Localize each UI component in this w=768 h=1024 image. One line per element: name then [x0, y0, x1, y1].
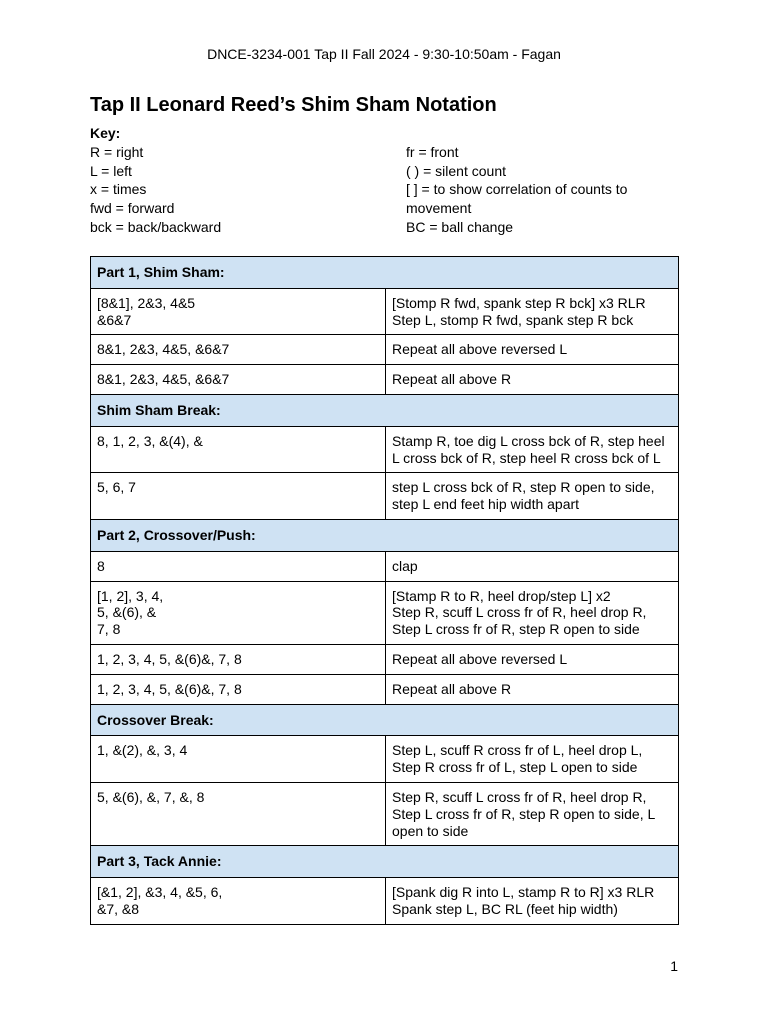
movement-cell: [Stamp R to R, heel drop/step L] x2 Step R, scuff L cross fr of R, heel drop R, Step L cross fr of R, step R open to side: [386, 581, 679, 644]
section-row: [91, 846, 679, 878]
document-title: Tap II Leonard Reed’s Shim Sham Notation: [90, 94, 497, 116]
key-column-right: [406, 143, 656, 237]
key-entry: bck = back/backward: [90, 218, 222, 235]
table-row: [91, 288, 679, 335]
key-heading: Key:: [90, 125, 121, 141]
section-label: Part 1, Shim Sham:: [91, 257, 679, 289]
key-columns: [90, 143, 680, 237]
section-label: Part 3, Tack Annie:: [91, 846, 679, 878]
table-row: [91, 782, 679, 845]
movement-cell: clap: [386, 551, 679, 581]
section-label: Part 2, Crossover/Push:: [91, 519, 679, 551]
section-row: [91, 704, 679, 736]
table-row: [91, 644, 679, 674]
section-label: Shim Sham Break:: [91, 394, 679, 426]
key-entry: ( ) = silent count: [406, 162, 506, 179]
movement-cell: [Stomp R fwd, spank step R bck] x3 RLR Step L, stomp R fwd, spank step R bck: [386, 288, 679, 335]
movement-cell: Repeat all above reversed L: [386, 644, 679, 674]
movement-cell: Step R, scuff L cross fr of R, heel drop R, Step L cross fr of R, step R open to side, L open to side: [386, 782, 679, 845]
key-entry: x = times: [90, 181, 147, 198]
counts-cell: 8: [91, 551, 386, 581]
key-entry: fwd = forward: [90, 200, 175, 217]
table-row: [91, 736, 679, 783]
counts-cell: [&1, 2], &3, 4, &5, 6, &7, &8: [91, 878, 386, 925]
table-row: [91, 335, 679, 365]
key-entry: fr = front: [406, 143, 459, 160]
key-entry: BC = ball change: [406, 218, 514, 235]
table-row: [91, 878, 679, 925]
key-section: [90, 124, 680, 237]
section-row: [91, 257, 679, 289]
page-header: DNCE-3234-001 Tap II Fall 2024 - 9:30-10:50am - Fagan: [207, 46, 561, 62]
table-row: [91, 473, 679, 520]
section-label: Crossover Break:: [91, 704, 679, 736]
counts-cell: 5, 6, 7: [91, 473, 386, 520]
counts-cell: 8&1, 2&3, 4&5, &6&7: [91, 365, 386, 395]
section-row: [91, 394, 679, 426]
counts-cell: 5, &(6), &, 7, &, 8: [91, 782, 386, 845]
counts-cell: [1, 2], 3, 4, 5, &(6), & 7, 8: [91, 581, 386, 644]
movement-cell: Stamp R, toe dig L cross bck of R, step heel L cross bck of R, step heel R cross bck of L: [386, 426, 679, 473]
counts-cell: 8&1, 2&3, 4&5, &6&7: [91, 335, 386, 365]
movement-cell: [Spank dig R into L, stamp R to R] x3 RLR Spank step L, BC RL (feet hip width): [386, 878, 679, 925]
counts-cell: 1, 2, 3, 4, 5, &(6)&, 7, 8: [91, 674, 386, 704]
movement-cell: Repeat all above reversed L: [386, 335, 679, 365]
counts-cell: 1, 2, 3, 4, 5, &(6)&, 7, 8: [91, 644, 386, 674]
table-row: [91, 426, 679, 473]
key-column-left: [90, 143, 406, 237]
movement-cell: Repeat all above R: [386, 674, 679, 704]
notation-table: [90, 256, 679, 925]
movement-cell: Repeat all above R: [386, 365, 679, 395]
table-row: [91, 581, 679, 644]
counts-cell: 1, &(2), &, 3, 4: [91, 736, 386, 783]
table-row: [91, 551, 679, 581]
table-row: [91, 365, 679, 395]
key-entry: L = left: [90, 162, 132, 179]
counts-cell: [8&1], 2&3, 4&5 &6&7: [91, 288, 386, 335]
movement-cell: step L cross bck of R, step R open to side, step L end feet hip width apart: [386, 473, 679, 520]
page-number: 1: [670, 958, 678, 974]
key-entry: R = right: [90, 143, 144, 160]
counts-cell: 8, 1, 2, 3, &(4), &: [91, 426, 386, 473]
section-row: [91, 519, 679, 551]
movement-cell: Step L, scuff R cross fr of L, heel drop L, Step R cross fr of L, step L open to side: [386, 736, 679, 783]
table-row: [91, 674, 679, 704]
key-entry: [ ] = to show correlation of counts to movement: [406, 181, 632, 217]
